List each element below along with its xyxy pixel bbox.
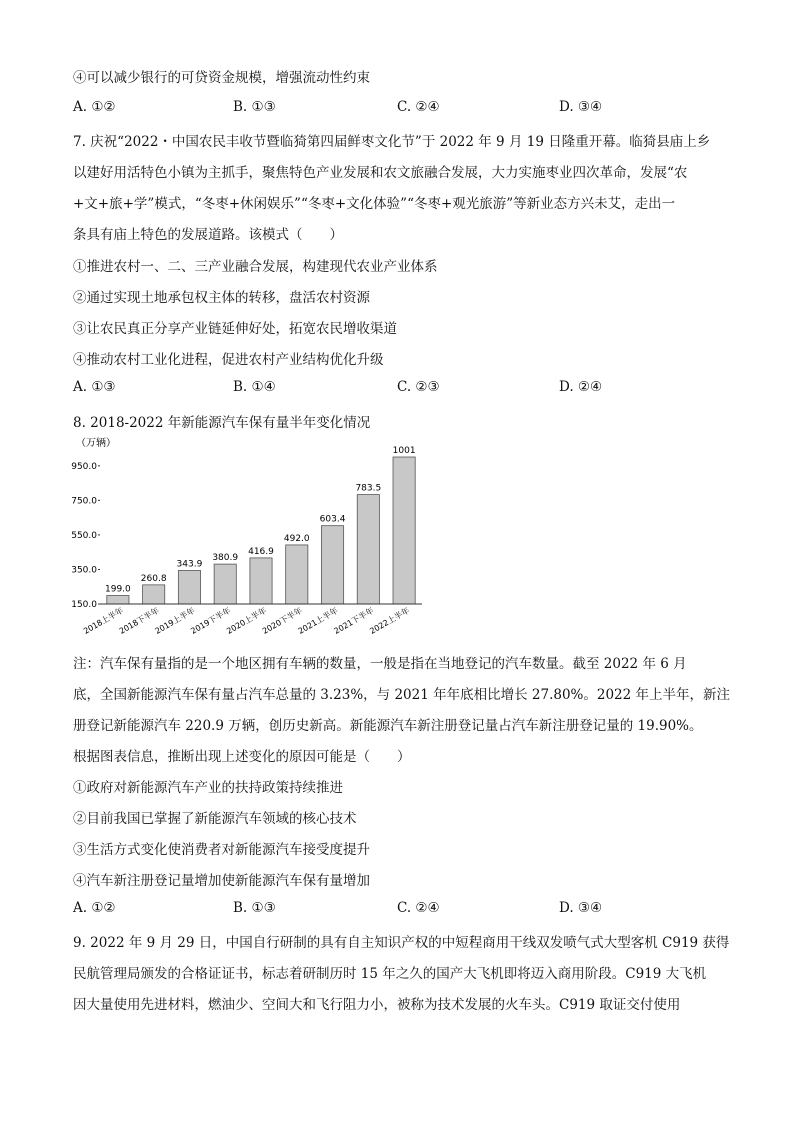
x-tick-label: 2018上半年 bbox=[81, 605, 125, 636]
bar bbox=[214, 564, 236, 604]
bar bbox=[107, 596, 129, 604]
x-tick-label: 2018下半年 bbox=[117, 605, 161, 636]
q7-stem-line-3: +文+旅+学”模式，“冬枣+休闲娱乐”“冬枣+文化体验”“冬枣+观光旅游”等新业态方兴未艾，走出一 bbox=[73, 196, 676, 212]
y-tick-label: 950.0 bbox=[71, 461, 97, 472]
q9-stem-line-3: 因大量使用先进材料，燃油少、空间大和飞行阻力小，被称为技术发展的火车头。C919 取证交付使用 bbox=[73, 997, 681, 1013]
bar-value-label: 783.5 bbox=[355, 483, 382, 494]
ev-ownership-bar-chart bbox=[64, 432, 434, 642]
bar-value-label: 603.4 bbox=[319, 514, 346, 525]
q8-options bbox=[73, 900, 733, 920]
q8-option-d[interactable]: D. ③④ bbox=[559, 900, 603, 916]
x-tick-label: 2019下半年 bbox=[189, 605, 233, 636]
q7-option-a[interactable]: A. ①③ bbox=[73, 379, 116, 395]
bar-value-label: 380.9 bbox=[212, 553, 239, 564]
y-tick-label: 750.0 bbox=[71, 496, 97, 507]
x-tick-label: 2019上半年 bbox=[153, 605, 197, 636]
x-tick-label: 2022上半年 bbox=[368, 605, 412, 636]
q8-option-a[interactable]: A. ①② bbox=[73, 900, 116, 916]
bar bbox=[393, 457, 415, 604]
x-tick-label: 2021下半年 bbox=[332, 605, 376, 636]
bar-value-label: 492.0 bbox=[283, 533, 310, 544]
q8-item-2: ②目前我国已掌握了新能源汽车领域的核心技术 bbox=[73, 811, 357, 827]
q6-option-d[interactable]: D. ③④ bbox=[559, 99, 603, 115]
q8-note-line-1: 注：汽车保有量指的是一个地区拥有车辆的数量，一般是指在当地登记的汽车数量。截至 2022 年 6 月 bbox=[73, 656, 687, 672]
q7-options bbox=[73, 379, 733, 399]
q8-option-c[interactable]: C. ②④ bbox=[397, 900, 440, 916]
y-axis-unit-label: （万辆） bbox=[76, 438, 116, 449]
q8-item-1: ①政府对新能源汽车产业的扶持政策持续推进 bbox=[73, 780, 343, 796]
q7-item-2: ②通过实现土地承包权主体的转移，盘活农村资源 bbox=[73, 290, 370, 306]
bar bbox=[143, 585, 165, 604]
bar bbox=[286, 545, 308, 604]
bar bbox=[321, 526, 343, 604]
q6-options bbox=[73, 99, 733, 119]
q8-note-line-3: 册登记新能源汽车 220.9 万辆，创历史新高。新能源汽车新注册登记量占汽车新注册登记量的 19.90%。 bbox=[73, 718, 703, 734]
bar-value-label: 1001 bbox=[392, 446, 416, 457]
q7-option-b[interactable]: B. ①④ bbox=[233, 379, 276, 395]
q7-stem-line-1: 7. 庆祝“2022・中国农民丰收节暨临猗第四届鲜枣文化节”于 2022 年 9 月 19 日隆重开幕。临猗县庙上乡 bbox=[73, 134, 711, 150]
x-tick-label: 2021上半年 bbox=[296, 605, 340, 636]
q8-question: 根据图表信息，推断出现上述变化的原因可能是（ ） bbox=[73, 749, 411, 765]
bar bbox=[178, 571, 200, 604]
bar bbox=[250, 558, 272, 604]
bar-value-label: 260.8 bbox=[140, 573, 167, 584]
x-tick-label: 2020下半年 bbox=[260, 605, 304, 636]
q7-item-3: ③让农民真正分享产业链延伸好处，拓宽农民增收渠道 bbox=[73, 321, 397, 337]
q7-option-c[interactable]: C. ②③ bbox=[397, 379, 440, 395]
q7-item-4: ④推动农村工业化进程，促进农村产业结构优化升级 bbox=[73, 352, 384, 368]
x-tick-label: 2020上半年 bbox=[225, 605, 268, 636]
q9-stem-line-1: 9. 2022 年 9 月 29 日，中国自行研制的具有自主知识产权的中短程商用干线双发喷气式大型客机 C919 获得 bbox=[73, 935, 730, 951]
bar-value-label: 343.9 bbox=[176, 559, 203, 570]
q7-option-d[interactable]: D. ②④ bbox=[559, 379, 603, 395]
q8-item-3: ③生活方式变化使消费者对新能源汽车接受度提升 bbox=[73, 842, 370, 858]
q6-item-4: ④可以减少银行的可贷资金规模，增强流动性约束 bbox=[73, 70, 370, 86]
q9-stem-line-2: 民航管理局颁发的合格证证书，标志着研制历时 15 年之久的国产大飞机即将迈入商用阶段。C919 大飞机 bbox=[73, 966, 707, 982]
q6-option-b[interactable]: B. ①③ bbox=[233, 99, 276, 115]
q8-item-4: ④汽车新注册登记量增加使新能源汽车保有量增加 bbox=[73, 873, 370, 889]
q8-note-line-2: 底，全国新能源汽车保有量占汽车总量的 3.23%，与 2021 年年底相比增长 27.80%。2022 年上半年，新注 bbox=[73, 687, 731, 703]
bar bbox=[357, 495, 379, 604]
x-axis-tick-labels bbox=[81, 605, 411, 636]
bar-value-label: 199.0 bbox=[105, 584, 131, 595]
y-axis-ticks bbox=[71, 462, 100, 610]
y-tick-label: 350.0 bbox=[71, 565, 97, 576]
bar-value-label: 416.9 bbox=[248, 546, 274, 557]
q8-option-b[interactable]: B. ①③ bbox=[233, 900, 276, 916]
y-tick-label: 150.0 bbox=[71, 600, 97, 610]
q7-stem-line-4: 条具有庙上特色的发展道路。该模式（ ） bbox=[73, 227, 343, 243]
q7-stem-line-2: 以建好用活特色小镇为主抓手，聚焦特色产业发展和农文旅融合发展，大力实施枣业四次革命，发展“农 bbox=[73, 165, 688, 181]
q8-title: 8. 2018-2022 年新能源汽车保有量半年变化情况 bbox=[73, 415, 371, 431]
q6-option-a[interactable]: A. ①② bbox=[73, 99, 116, 115]
y-tick-label: 550.0 bbox=[71, 530, 97, 541]
q7-item-1: ①推进农村一、二、三产业融合发展，构建现代农业产业体系 bbox=[73, 259, 438, 275]
q6-option-c[interactable]: C. ②④ bbox=[397, 99, 440, 115]
